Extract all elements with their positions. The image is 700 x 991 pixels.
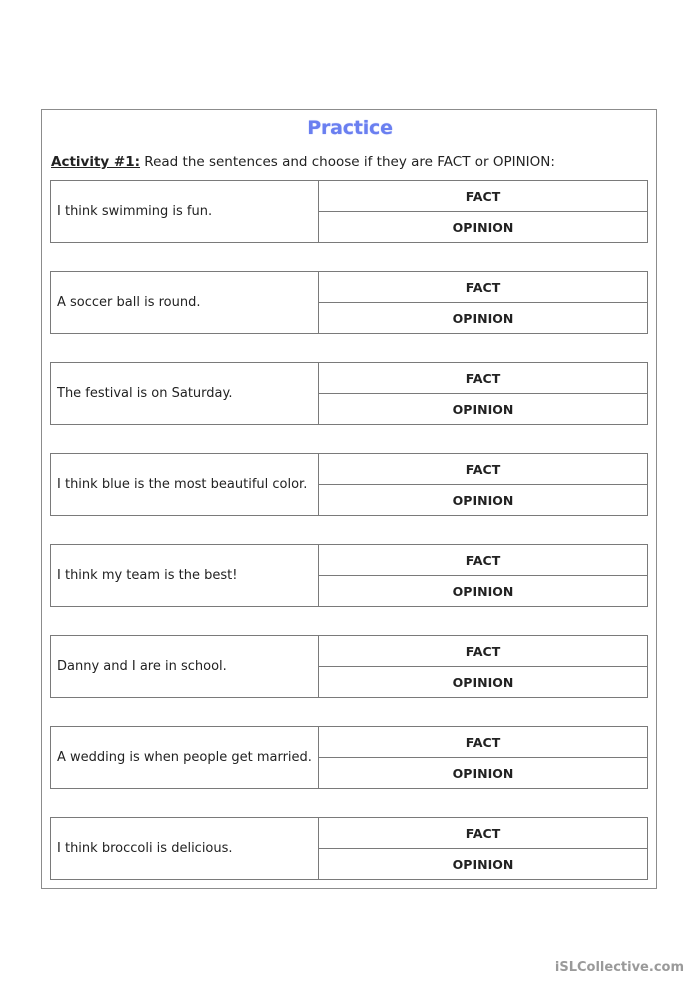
answer-choices [319, 818, 647, 879]
answer-choices [319, 181, 647, 242]
question-sentence: I think my team is the best! [51, 545, 319, 606]
question-sentence: The festival is on Saturday. [51, 363, 319, 424]
question-row [50, 180, 648, 243]
question-sentence: A wedding is when people get married. [51, 727, 319, 788]
answer-choices [319, 727, 647, 788]
activity-label: Activity #1: [51, 154, 141, 170]
opinion-option[interactable]: OPINION [452, 583, 514, 599]
question-row [50, 362, 648, 425]
opinion-option[interactable]: OPINION [452, 856, 514, 872]
answer-choices [319, 363, 647, 424]
fact-option[interactable]: FACT [319, 363, 647, 394]
answer-choices [319, 454, 647, 515]
question-sentence: Danny and I are in school. [51, 636, 319, 697]
opinion-option[interactable]: OPINION [452, 765, 514, 781]
question-row [50, 817, 648, 880]
answer-choices [319, 636, 647, 697]
worksheet-title: Practice [307, 117, 393, 139]
question-sentence: I think broccoli is delicious. [51, 818, 319, 879]
opinion-option[interactable]: OPINION [452, 674, 514, 690]
fact-option[interactable]: FACT [319, 818, 647, 849]
question-row [50, 453, 648, 516]
question-sentence: I think blue is the most beautiful color. [51, 454, 319, 515]
opinion-option[interactable]: OPINION [452, 401, 514, 417]
fact-option[interactable]: FACT [319, 545, 647, 576]
fact-option[interactable]: FACT [319, 727, 647, 758]
fact-option[interactable]: FACT [319, 272, 647, 303]
question-sentence: A soccer ball is round. [51, 272, 319, 333]
question-row [50, 635, 648, 698]
activity-text: Read the sentences and choose if they are FACT or OPINION: [140, 154, 555, 170]
opinion-option[interactable]: OPINION [452, 219, 514, 235]
answer-choices [319, 272, 647, 333]
question-row [50, 271, 648, 334]
site-watermark: iSLCollective.com [554, 960, 684, 975]
question-row [50, 726, 648, 789]
fact-option[interactable]: FACT [319, 636, 647, 667]
opinion-option[interactable]: OPINION [452, 492, 514, 508]
question-sentence: I think swimming is fun. [51, 181, 319, 242]
answer-choices [319, 545, 647, 606]
question-row [50, 544, 648, 607]
fact-option[interactable]: FACT [319, 454, 647, 485]
opinion-option[interactable]: OPINION [452, 310, 514, 326]
activity-instructions [51, 154, 555, 170]
fact-option[interactable]: FACT [319, 181, 647, 212]
